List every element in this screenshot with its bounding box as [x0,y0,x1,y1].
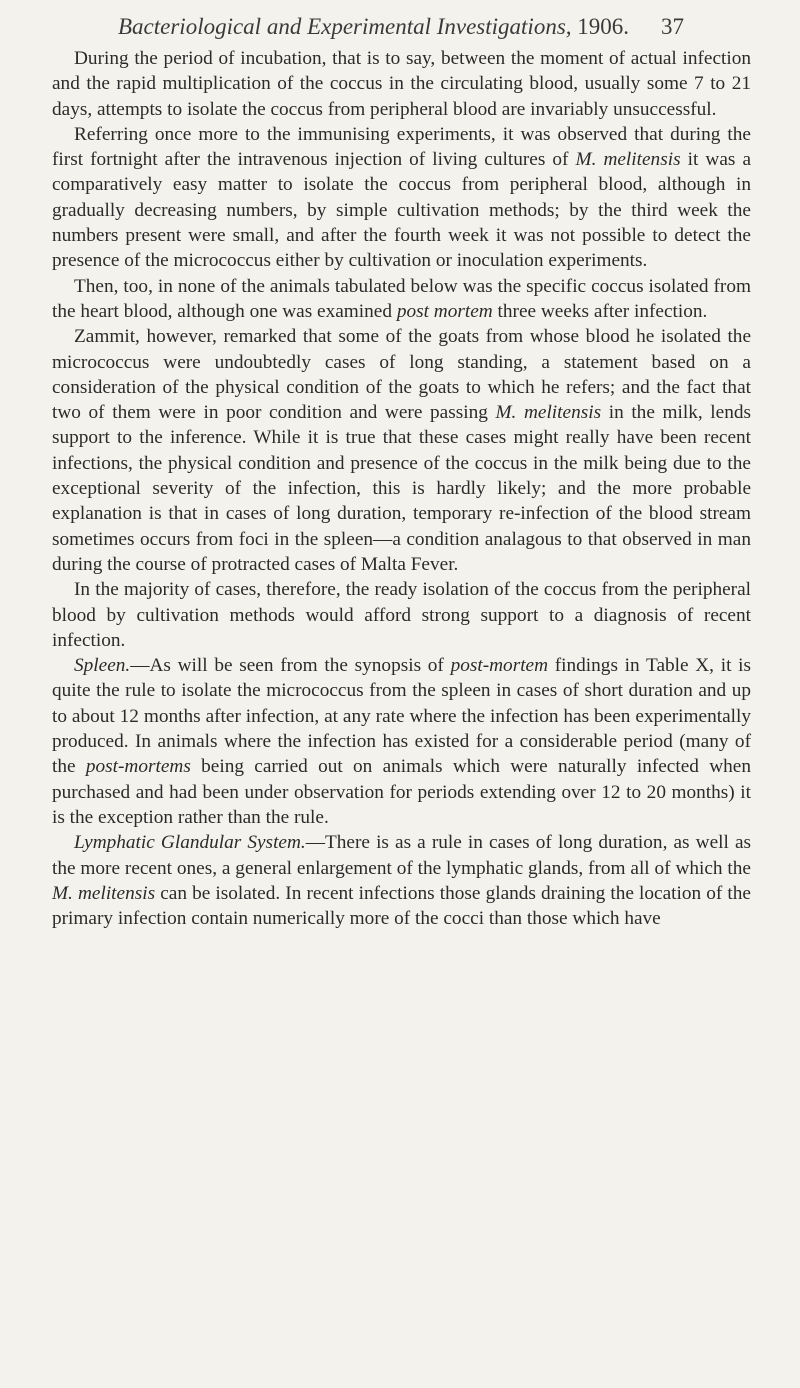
paragraph-immunising [52,122,751,274]
body-text [52,46,751,931]
text-run: in the milk, lends support to the inference. While it is true that these cases might really have been recent infections, the physical condition and presence of the coccus in the milk being due to the exceptional severity of the infection, this is hardly likely; and the more probable explanation is that in cases of long duration, temporary re-infection of the blood stream sometimes occurs from foci in the spleen—a condition analagous to that observed in man during the course of protracted cases of Malta Fever. [52,402,751,575]
paragraph-spleen [52,653,751,830]
page-number: 37 [661,14,684,39]
text-run: can be isolated. In recent infections those glands draining the location of the primary infection contain numerically more of the cocci than those which have [52,882,751,930]
paragraph-zammit [52,324,751,577]
paragraph-lymphatic [52,830,751,931]
running-title-main: Bacteriological and Experimental Investigations, [118,14,572,39]
text-run: three weeks after infection. [492,300,708,322]
latin-term: post-mortem [450,655,549,677]
species-name: M. melitensis [495,402,602,424]
text-run: —There is as a rule in cases of long duration, as well as the more recent ones, a general enlargement of the lymphatic glands, from all of which the [52,832,752,879]
text-run: findings in Table X, it is quite the rule to isolate the micrococcus from the spleen in cases of short duration and up to about 12 months after infection, at any rate where the infection has been experimentally produced. In animals where the infection has existed for a considerable period (many of the [52,655,751,778]
running-title-year: 1906. [577,14,630,39]
text-run: Zammit, however, remarked that some of the goats from whose blood he isolated the micrococcus were undoubtedly cases of long standing, a statement based on a consideration of the physical condition of the goats to which he refers; and the fact that two of them were in poor condition and were passing [52,326,751,424]
text-run: Referring once more to the immunising experiments, it was observed that during the first fortnight after the intravenous injection of living cultures of [52,123,751,171]
latin-term: post mortem [396,300,493,322]
text-run: being carried out on animals which were naturally infected when purchased and had been under observation for periods extending over 12 to 20 months) it is the exception rather than the rule. [52,756,751,828]
section-heading-lymphatic: Lymphatic Glandular System. [74,832,306,854]
species-name: M. melitensis [52,882,156,904]
text-run: it was a comparatively easy matter to isolate the coccus from peripheral blood, although in gradually decreasing numbers, by simple cultivation methods; by the third week the numbers present were small, and after the fourth week it was not possible to detect the presence of the micrococcus either by cultivation or inoculation experiments. [52,149,751,272]
paragraph-heart-blood [52,274,751,325]
text-run: —As will be seen from the synopsis of [130,655,451,677]
text-run: Then, too, in none of the animals tabulated below was the specific coccus isolated from the heart blood, although one was examined [52,275,751,322]
section-heading-spleen: Spleen. [74,655,131,677]
paragraph-incubation: During the period of incubation, that is to say, between the moment of actual infection and the rapid multiplication of the coccus in the circulating blood, usually some 7 to 21 days, attempts to isolate the coccus from peripheral blood are invariably unsuccessful. [52,48,751,120]
running-header [118,14,684,40]
running-title [118,14,629,40]
paragraph-majority: In the majority of cases, therefore, the ready isolation of the coccus from the peripheral blood by cultivation methods would afford strong support to a diagnosis of recent infection. [52,579,751,651]
species-name: M. melitensis [575,149,681,171]
latin-term: post-mortems [85,756,191,778]
